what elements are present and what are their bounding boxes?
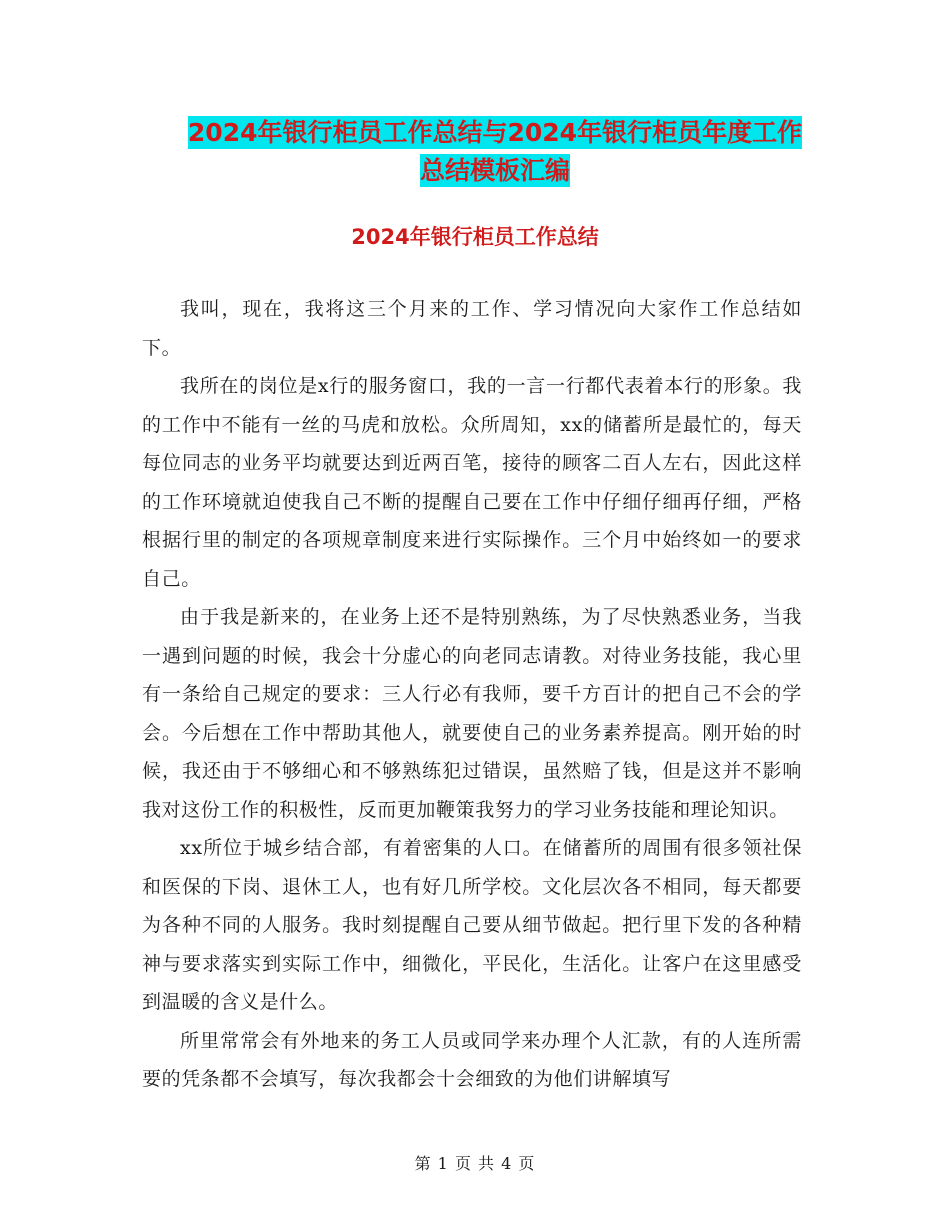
document-title: [140, 114, 850, 190]
page-footer: 第 1 页 共 4 页: [414, 1154, 536, 1173]
paragraph: 我叫，现在，我将这三个月来的工作、学习情况向大家作工作总结如下。: [142, 298, 802, 359]
document-title-line2: 总结模板汇编: [419, 156, 570, 185]
paragraph: 所里常常会有外地来的务工人员或同学来办理个人汇款，有的人连所需要的凭条都不会填写，每次我都会十会细致的为他们讲解填写: [142, 1029, 802, 1090]
section-title: 2024年银行柜员工作总结: [351, 225, 599, 249]
document-title-line1: 2024年银行柜员工作总结与2024年银行柜员年度工作: [187, 118, 803, 147]
paragraph: xx所位于城乡结合部，有着密集的人口。在储蓄所的周围有很多领社保和医保的下岗、退休工人，也有好几所学校。文化层次各不相同，每天都要为各种不同的人服务。我时刻提醒自己要从细节做起。把行里下发的各种精神与要求落实到实际工作中，细微化，平民化，生活化。让客户在这里感受到温暖的含义是什么。: [142, 837, 802, 1013]
paragraph: 由于我是新来的，在业务上还不是特别熟练，为了尽快熟悉业务，当我一遇到问题的时候，我会十分虚心的向老同志请教。对待业务技能，我心里有一条给自己规定的要求：三人行必有我师，要千方百计的把自己不会的学会。今后想在工作中帮助其他人，就要使自己的业务素养提高。刚开始的时候，我还由于不够细心和不够熟练犯过错误，虽然赔了钱，但是这并不影响我对这份工作的积极性，反而更加鞭策我努力的学习业务技能和理论知识。: [142, 606, 802, 821]
document-body: [142, 290, 802, 1099]
paragraph: 我所在的岗位是x行的服务窗口，我的一言一行都代表着本行的形象。我的工作中不能有一丝的马虎和放松。众所周知，xx的储蓄所是最忙的，每天每位同志的业务平均就要达到近两百笔，接待的顾客二百人左右，因此这样的工作环境就迫使我自己不断的提醒自己要在工作中仔细仔细再仔细，严格根据行里的制定的各项规章制度来进行实际操作。三个月中始终如一的要求自己。: [142, 375, 802, 590]
